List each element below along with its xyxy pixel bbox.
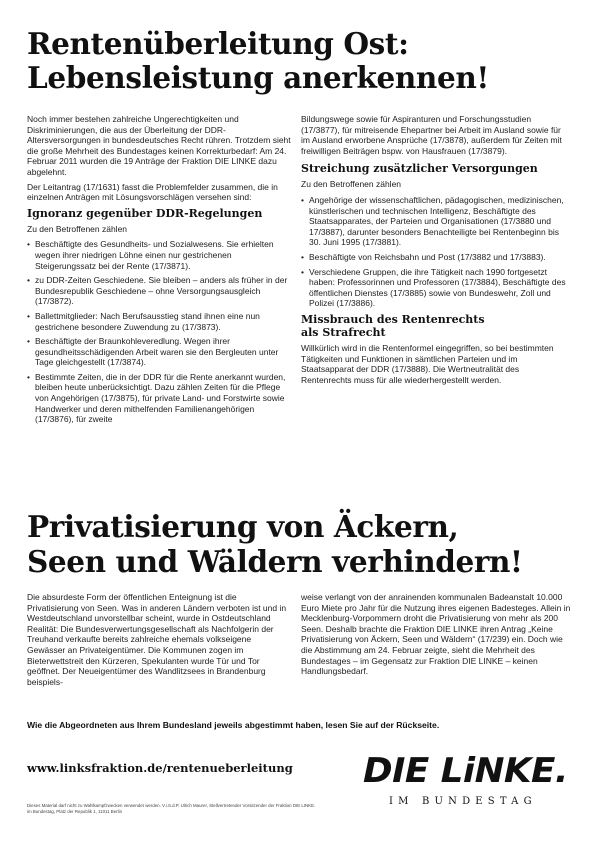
bullet-list-ignoranz — [27, 239, 292, 425]
page-title-line-2: Lebensleistung anerkennen! — [27, 60, 489, 95]
list-item: • Ballettmitglieder: Nach Berufsausstieg stand ihnen eine nun gestrichene besondere Zuwendung zu (17/3873). — [27, 311, 292, 332]
section-title-line-1: Missbrauch des Rentenrechts — [301, 312, 485, 326]
rueckseite-note: Wie die Abgeordneten aus Ihrem Bundesland jeweils abgestimmt haben, lesen Sie auf der Rückseite. — [27, 720, 440, 730]
list-item: • zu DDR-Zeiten Geschiedene. Sie bleiben – anders als früher in der Bundesrepublik Geschiedene – ohne Versorgungsausgleich (17/3872). — [27, 275, 292, 307]
privatisierung-text-left: Die absurdeste Form der öffentlichen Enteignung ist die Privatisierung von Seen. Was in anderen Ländern verboten ist und in Westdeutschland unvorstellbar scheint, wurde in Ostdeutschland Realität: Die Bundesverwertungsgesellschaft als Nachfolgerin der Treuhand verkaufte bereits zahlreiche ehemals volkseigene Gewässer an Privateigentümer. Die Kommunen zogen im Bieterwettstreit den Kürzeren, Spekulanten wurde Tür und Tor geöffnet. Der Neueigentümer des Wandlitzsees in Brandenburg beispiels- — [27, 592, 287, 687]
die-linke-logo — [363, 752, 577, 814]
section-title-missbrauch — [301, 313, 571, 339]
list-item: • Beschäftigte von Reichsbahn und Post (17/3882 und 17/3883). — [301, 252, 571, 263]
intro-paragraph: Noch immer bestehen zahlreiche Ungerechtigkeiten und Diskriminierungen, die aus der Überleitung der DDR-Altersversorgungen in bundesdeutsches Recht rühren. Trotzdem sieht die große Mehrheit des Bundestages keinen Korrekturbedarf: Am 24. Februar 2011 wurden die 19 Anträge der Fraktion DIE LINKE dazu abgelehnt. — [27, 114, 291, 177]
disclaimer: Dieses Material darf nicht zu Wahlkampfzwecken verwendet werden. V.i.S.d.P. Ulrich Maurer, Stellvertretender Vorsitzender der Fraktion DIE LINKE. im Bundestag, Platz der Republik 1, 11011 Berlin — [27, 803, 316, 814]
left-column — [27, 114, 292, 429]
logo-wordmark: DIE LiNKE. — [363, 751, 568, 791]
right-column — [301, 114, 571, 385]
second-title-line-2: Seen und Wäldern verhindern! — [27, 544, 523, 579]
list-item: • Verschiedene Gruppen, die ihre Tätigkeit nach 1990 fortgesetzt haben: Professorinnen und Professoren (17/3884), Beschäftigte des öffentlichen Dienstes (17/3885) sowie von Bundeswehr, Zoll und Polizei (17/3886). — [301, 267, 571, 309]
section-title-line-2: als Strafrecht — [301, 325, 386, 339]
section-subtitle: Zu den Betroffenen zählen — [27, 223, 128, 234]
section-title-ignoranz: Ignoranz gegenüber DDR-Regelungen — [27, 206, 263, 220]
list-item: • Beschäftigte der Braunkohleveredlung. Wegen ihrer gesundheitsschädigenden Arbeit waren sie den Bergleuten unter Tage gleichgestellt (17/3874). — [27, 336, 292, 368]
website-link[interactable]: www.linksfraktion.de/rentenueberleitung — [27, 761, 293, 775]
missbrauch-paragraph: Willkürlich wird in die Rentenformel eingegriffen, so bei bestimmten Tätigkeiten und Funktionen in sämtlichen Parteien und im Staatsapparat der DDR (17/3888). Die Wertneutralität des Rentenrechts muss für alle wiederhergestellt werden. — [301, 342, 554, 385]
list-item: • Beschäftigte des Gesundheits- und Sozialwesens. Sie erhielten wegen ihrer niedrigen Löhne einen nur gestrichenen Steigerungssatz bei der Rente (17/3871). — [27, 239, 292, 271]
leitantrag-paragraph: Der Leitantrag (17/1631) fasst die Problemfelder zusammen, die in einzelnen Anträgen mit Lösungsvorschlägen versehen sind: — [27, 181, 278, 203]
section-subtitle: Zu den Betroffenen zählen — [301, 179, 402, 190]
section-title-streichung: Streichung zusätzlicher Versorgungen — [301, 162, 538, 176]
privatisierung-text-right: weise verlangt von der anrainenden kommunalen Badeanstalt 10.000 Euro Miete pro Jahr für die Nutzung ihres eigenen Badesteges. Allein in Mecklenburg-Vorpommern droht die Privatisierung von mehr als 200 Seen. Deshalb brachte die Fraktion DIE LINKE ihren Antrag „Keine Privatisierung von Äckern, Seen und Wäldern“ (17/239) ein. Doch wie die Abstimmung am 24. Februar zeigte, sieht die Mehrheit des Bundestages – im Gegensatz zur Fraktion DIE LINKE – keinen Handlungsbedarf. — [301, 592, 571, 677]
logo-subtitle: IM BUNDESTAG — [389, 796, 537, 807]
bullet-list-streichung — [301, 195, 571, 309]
list-item: • Bestimmte Zeiten, die in der DDR für die Rente anerkannt wurden, bleiben heute unberücksichtigt. Dazu zählen Zeiten für die Pflege von Angehörigen (17/3875), für private Land- und Forstwirte sowie Handwerker und deren mithelfenden Familienangehörigen (17/3876), für zweite — [27, 372, 292, 425]
page-title-line-1: Rentenüberleitung Ost: — [27, 26, 409, 61]
list-item: • Angehörige der wissenschaftlichen, pädagogischen, medizinischen, künstlerischen und technischen Intelligenz, Beschäftigte des Staatsapparates, der Parteien und Organisationen (17/3880 und 17/3887), darunter besonders Benachteiligte bei Rentenbeginn bis 30. Juni 1995 (17/3881). — [301, 195, 571, 248]
continued-paragraph: Bildungswege sowie für Aspiranturen und Forschungsstudien (17/3877), für mitreisende Ehepartner bei Arbeit im Ausland sowie für im Ausland erworbene Ansprüche (17/3878), außerdem für Zeiten mit freiwilligen Beiträgen bspw. von Hausfrauen (17/3879). — [301, 114, 562, 156]
second-title-line-1: Privatisierung von Äckern, — [27, 509, 459, 544]
